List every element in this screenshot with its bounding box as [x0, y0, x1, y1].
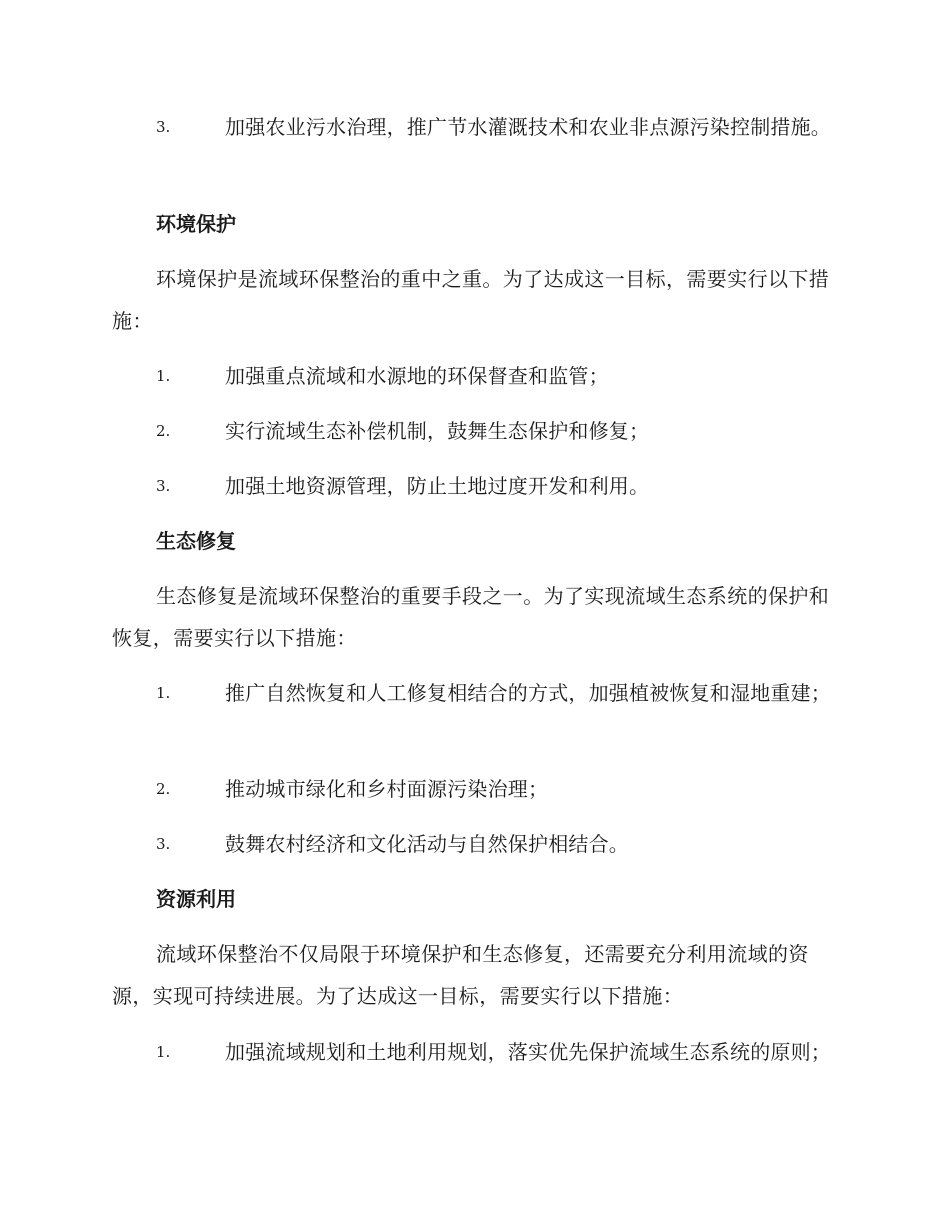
paragraph-resources: 流域环保整治不仅局限于环境保护和生态修复，还需要充分利用流域的资源，实现可持续进展。为了达成这一目标，需要实行以下措施：	[112, 942, 809, 1008]
section-heading-environment: 环境保护	[156, 212, 236, 236]
list-number: 1.	[156, 367, 171, 385]
list-item	[112, 672, 838, 714]
list-item	[112, 410, 838, 452]
list-text: 加强土地资源管理，防止土地过度开发和利用。	[225, 474, 650, 498]
paragraph-ecology: 生态修复是流域环保整治的重要手段之一。为了实现流域生态系统的保护和恢复，需要实行以下措施：	[112, 584, 830, 650]
list-number: 3.	[156, 477, 171, 495]
list-number: 3.	[156, 118, 171, 136]
list-text: 加强农业污水治理，推广节水灌溉技术和农业非点源污染控制措施。	[225, 115, 831, 139]
list-item	[112, 355, 838, 397]
list-number: 3.	[156, 835, 171, 853]
list-text: 加强重点流域和水源地的环保督查和监管；	[225, 364, 609, 388]
list-item	[112, 465, 838, 507]
list-text: 实行流域生态补偿机制，鼓舞生态保护和修复；	[225, 419, 650, 443]
list-item	[112, 106, 838, 148]
section-heading-resources: 资源利用	[156, 887, 236, 911]
list-item	[112, 768, 838, 810]
list-number: 2.	[156, 422, 171, 440]
paragraph-environment: 环境保护是流域环保整治的重中之重。为了达成这一目标，需要实行以下措施：	[112, 267, 830, 333]
list-text: 鼓舞农村经济和文化活动与自然保护相结合。	[225, 832, 629, 856]
list-number: 2.	[156, 780, 171, 798]
list-text: 推广自然恢复和人工修复相结合的方式，加强植被恢复和湿地重建；	[225, 681, 831, 705]
list-number: 1.	[156, 1043, 171, 1061]
list-item	[112, 1031, 838, 1073]
list-text: 加强流域规划和土地利用规划，落实优先保护流域生态系统的原则；	[225, 1040, 831, 1064]
list-number: 1.	[156, 684, 171, 702]
list-text: 推动城市绿化和乡村面源污染治理；	[225, 777, 549, 801]
section-heading-ecology: 生态修复	[156, 529, 236, 553]
list-item	[112, 823, 838, 865]
